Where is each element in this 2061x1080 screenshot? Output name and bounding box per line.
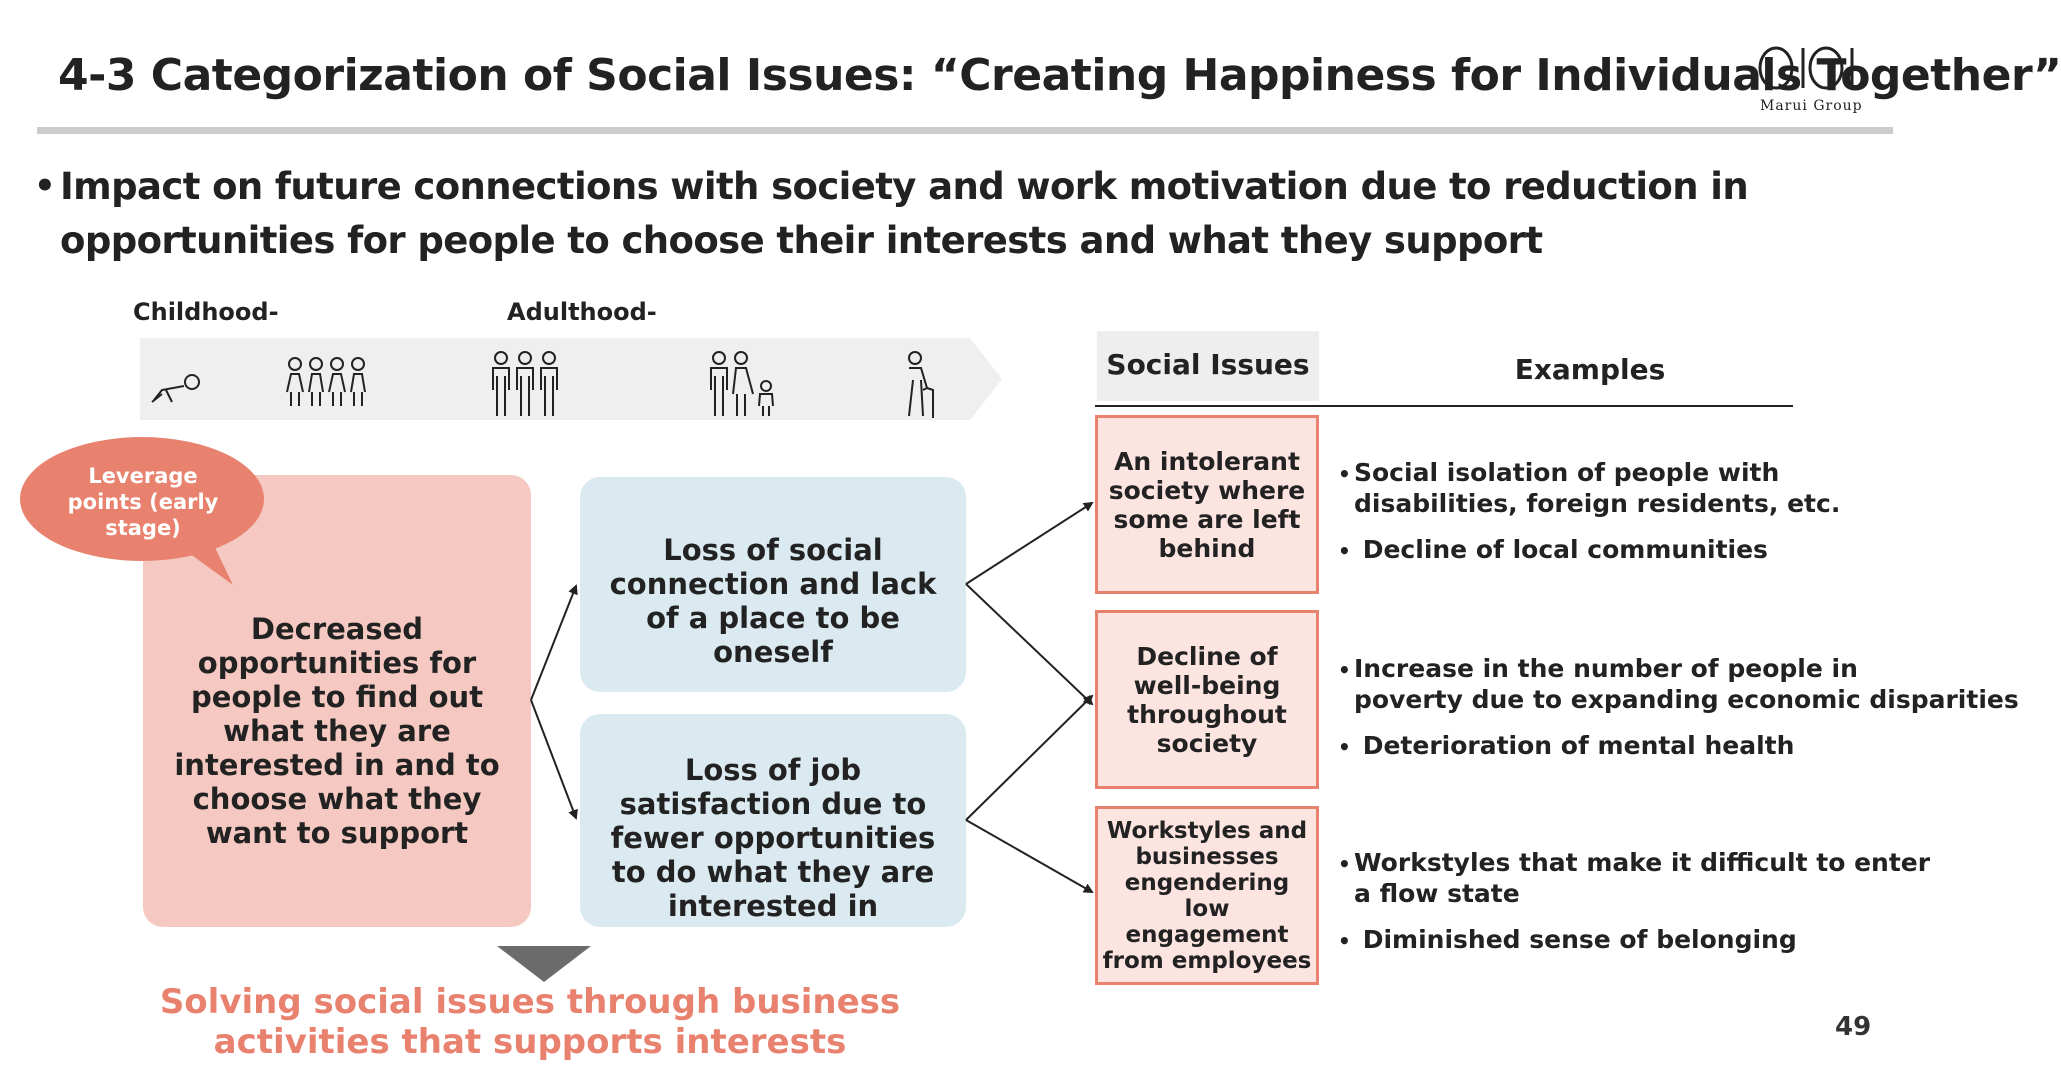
effect-text-social-connection: Loss of social connection and lack of a place to be oneself [609,533,937,669]
bullet-icon: • [1338,658,1351,682]
life-timeline-arrow [140,338,1002,420]
logo-text: Marui Group [1760,98,1863,114]
page-title: 4-3 Categorization of Social Issues: “Creating Happiness for Individuals Together” [58,50,2061,101]
issue-text: Decline of well-being throughout society [1127,641,1287,758]
bullet-icon: • [1338,929,1351,953]
elderly-person-icon [895,350,945,420]
issue-box-workstyles [1095,806,1319,985]
title-divider [37,127,1893,134]
bullet-icon: • [1338,539,1351,563]
bullet-icon: • [1338,462,1351,486]
example-item: • Increase in the number of people in poverty due to expanding economic disparities [1338,654,2019,714]
bullet-icon: • [1338,852,1351,876]
issue-text: Workstyles and businesses engendering low engagement from employees [1102,817,1312,974]
issue-box-wellbeing [1095,610,1319,789]
baby-crawling-icon [146,350,206,420]
marui-logo-icon [1758,44,1856,92]
arrow-job-to-wellbeing [966,696,1092,820]
page-number: 49 [1835,1012,1872,1042]
issue-box-intolerant-society [1095,415,1319,594]
example-item: • Social isolation of people with disabilities, foreign residents, etc. [1338,458,1841,518]
root-cause-text: Decreased opportunities for people to find out what they are interested in and to choose what they want to support [174,612,500,850]
conclusion-text: Solving social issues through business activities that supports interests [159,982,901,1062]
arrow-job-to-workstyles [966,820,1092,892]
bullet-icon: • [1338,735,1351,759]
adults-group-icon [488,350,563,420]
arrow-root-to-social-connection [531,586,576,700]
example-item: • Workstyles that make it difficult to enter a flow state [1338,848,1931,908]
effect-text-job-satisfaction: Loss of job satisfaction due to fewer opportunities to do what they are interested in [610,753,936,923]
stage-label-adulthood: Adulthood- [507,298,657,326]
examples-header: Examples [1514,353,1666,386]
arrow-root-to-job-satisfaction [531,700,576,818]
social-issues-header: Social Issues [1106,348,1310,381]
header-divider [1095,405,1793,407]
arrow-social-to-intolerant [966,503,1092,584]
example-item: • Deterioration of mental health [1338,731,1795,760]
issue-text: An intolerant society where some are left behind [1108,446,1306,563]
children-group-icon [283,350,373,420]
down-triangle-icon [497,946,591,982]
example-item: • Diminished sense of belonging [1338,925,1797,954]
family-icon [706,350,781,420]
leverage-points-label: Leverage points (early stage) [67,464,219,540]
arrow-social-to-wellbeing [966,584,1092,704]
example-item: • Decline of local communities [1338,535,1768,564]
headline-bullet: • [34,166,56,206]
stage-label-childhood: Childhood- [133,298,279,326]
headline-text: Impact on future connections with society and work motivation due to reduction in opportunities for people to choose their interests and what they support [60,165,1749,262]
